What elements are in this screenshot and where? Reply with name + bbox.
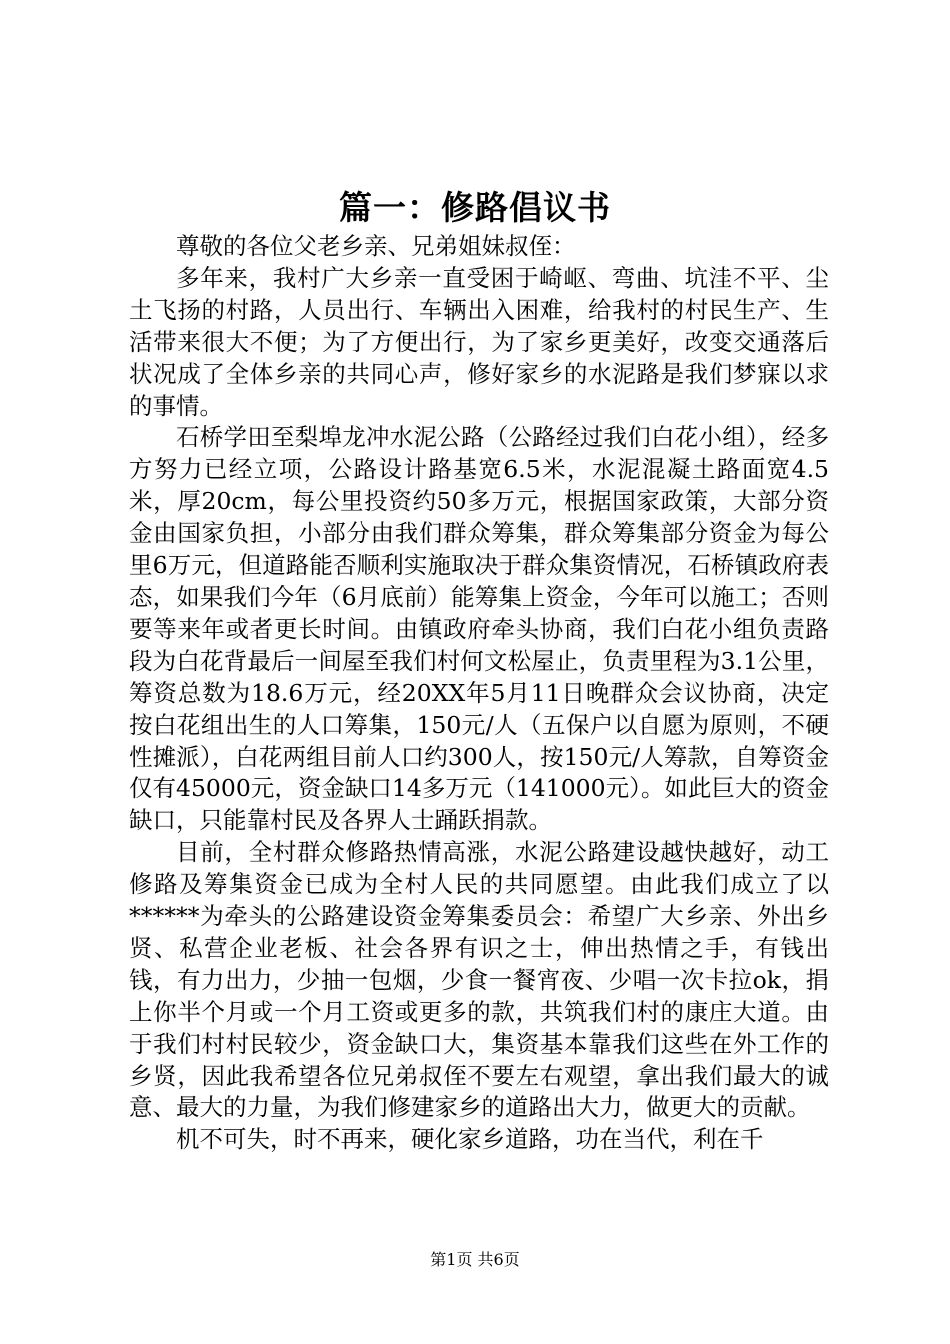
body-paragraph: 多年来，我村广大乡亲一直受困于崎岖、弯曲、坑洼不平、尘土飞扬的村路，人员出行、车辆出入困难，给我村的村民生产、生活带来很大不便；为了方便出行，为了家乡更美好，改变交通落后状况成了全体乡亲的共同心声，修好家乡的水泥路是我们梦寐以求的事情。 (129, 263, 829, 420)
document-title: 篇一：修路倡议书 (339, 188, 611, 227)
body-paragraph: 目前，全村群众修路热情高涨，水泥公路建设越快越好，动工修路及筹集资金已成为全村人民的共同愿望。由此我们成立了以******为牵头的公路建设资金筹集委员会：希望广大乡亲、外出乡贤、私营企业老板、社会各界有识之士，伸出热情之手，有钱出钱，有力出力，少抽一包烟，少食一餐宵夜、少唱一次卡拉ok，捐上你半个月或一个月工资或更多的款，共筑我们村的康庄大道。由于我们村村民较少，资金缺口大，集资基本靠我们这些在外工作的乡贤，因此我希望各位兄弟叔侄不要左右观望，拿出我们最大的诚意、最大的力量，为我们修建家乡的道路出大力，做更大的贡献。 (129, 838, 829, 1122)
page-number-footer: 第1页 共6页 (430, 1250, 520, 1269)
salutation-paragraph: 尊敬的各位父老乡亲、兄弟姐妹叔侄： (176, 232, 576, 260)
body-paragraph: 石桥学田至梨埠龙冲水泥公路（公路经过我们白花小组），经多方努力已经立项，公路设计路基宽6.5米，水泥混凝土路面宽4.5米，厚20cm，每公里投资约50多万元，根据国家政策，大部分资金由国家负担，小部分由我们群众筹集，群众筹集部分资金为每公里6万元，但道路能否顺利实施取决于群众集资情况，石桥镇政府表态，如果我们今年（6月底前）能筹集上资金，今年可以施工；否则要等来年或者更长时间。由镇政府牵头协商，我们白花小组负责路段为白花背最后一间屋至我们村何文松屋止，负责里程为3.1公里，筹资总数为18.6万元，经20XX年5月11日晚群众会议协商，决定按白花组出生的人口筹集，150元/人（五保户以自愿为原则，不硬性摊派），白花两组目前人口约300人，按150元/人筹款，自筹资金仅有45000元，资金缺口14多万元（141000元）。如此巨大的资金缺口，只能靠村民及各界人士踊跃捐款。 (129, 423, 829, 835)
document-body (129, 231, 829, 1156)
body-paragraph: 机不可失，时不再来，硬化家乡道路，功在当代，利在千 (176, 1125, 764, 1154)
